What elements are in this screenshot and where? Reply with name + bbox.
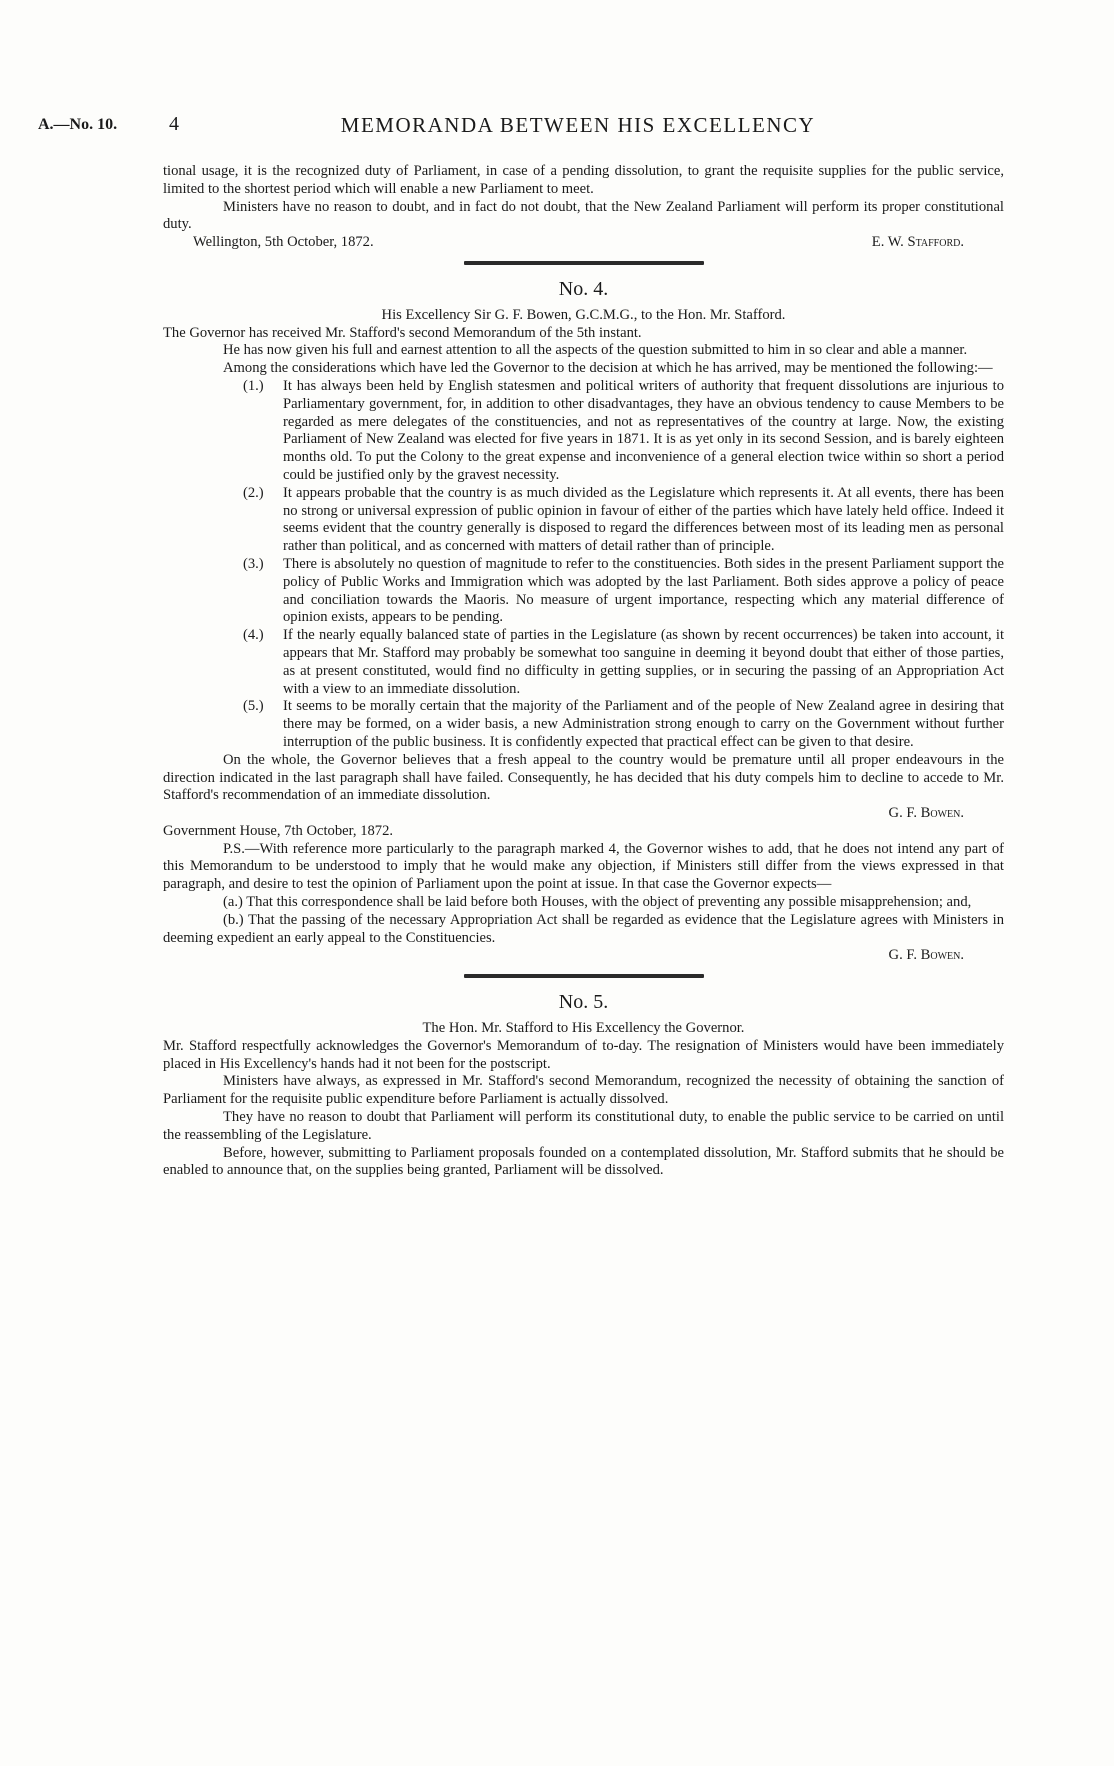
- memo-4-heading: No. 4.: [558, 277, 609, 300]
- document-body: [163, 163, 1004, 1180]
- memo-4-postscript-a: (a.) That this correspondence shall be laid before both Houses, with the object of preventing any possible misapprehension; and,: [223, 894, 972, 911]
- memo-4-signature-1: G. F. Bowen.: [888, 805, 964, 822]
- memo-5-paragraph-4: Before, however, submitting to Parliament proposals founded on a contemplated dissolution, Mr. Stafford submits that he should be enabled to announce that, on the supplies being granted, Parliament will be dissolved.: [163, 1144, 1004, 1179]
- memo-4-paragraph-1: The Governor has received Mr. Stafford's second Memorandum of the 5th instant.: [163, 324, 642, 341]
- memo-5-subheading: The Hon. Mr. Stafford to His Excellency the Governor.: [422, 1020, 745, 1037]
- list-item: [243, 627, 1004, 698]
- page-header: [38, 113, 1078, 139]
- list-item-text: It seems to be morally certain that the majority of the Parliament and of the people of New Zealand agree in desiring that there may be formed, on a wider basis, a new Administration strong enough to carry on the Government without further interruption of the public business. It is confidently expected that practical effect can be given to that desire.: [283, 698, 1004, 750]
- memo-4-paragraph-2: He has now given his full and earnest attention to all the aspects of the question submitted to him in so clear and able a manner.: [223, 342, 968, 359]
- list-item: [243, 556, 1004, 627]
- section-divider: [464, 261, 704, 265]
- list-item-label: (1.): [243, 377, 264, 394]
- list-item-text: It appears probable that the country is as much divided as the Legislature which represents it. At all events, there has been no strong or universal expression of public opinion in favour of either of the parties which have lately held office. Indeed it seems evident that the country generally is disposed to regard the differences between most of its leading men as personal rather than political, and as concerned with matters of detail rather than of principle.: [283, 484, 1004, 555]
- memo-4-subheading: His Excellency Sir G. F. Bowen, G.C.M.G., to the Hon. Mr. Stafford.: [381, 306, 786, 323]
- list-item-label: (3.): [243, 555, 264, 572]
- intro-place-date: Wellington, 5th October, 1872.: [193, 234, 374, 251]
- intro-signature: E. W. Stafford.: [871, 234, 964, 251]
- section-divider: [464, 974, 704, 978]
- list-item-text: There is absolutely no question of magnitude to refer to the constituencies. Both sides in the present Parliament support the policy of Public Works and Immigration which was adopted by the last Parliament. Both sides approve a policy of peace and conciliation towards the Maoris. No measure of urgent importance, respecting which any material difference of opinion exists, appears to be pending.: [283, 555, 1004, 626]
- memo-5-paragraph-3: They have no reason to doubt that Parliament will perform its constitutional duty, to enable the public service to be carried on until the reassembling of the Legislature.: [163, 1109, 1004, 1143]
- running-title: MEMORANDA BETWEEN HIS EXCELLENCY: [340, 113, 816, 137]
- list-item-label: (5.): [243, 698, 264, 715]
- list-item-label: (2.): [243, 484, 264, 501]
- memo-4-place-date: Government House, 7th October, 1872.: [163, 822, 394, 839]
- list-item: [243, 378, 1004, 485]
- list-item-text: It has always been held by English statesmen and political writers of authority that frequent dissolutions are injurious to Parliamentary government, for, in addition to other disadvantages, they have an obvious tendency to cause Members to be regarded as mere delegates of the constituencies, and not as representatives of the country at large. Now, the existing Parliament of New Zealand was elected for five years in 1871. It is as yet only in its second Session, and is barely eighteen months old. To put the Colony to the great expense and inconvenience of a general election twice within so short a period could be justified only by the gravest necessity.: [283, 377, 1004, 483]
- memo-4-conclusion: On the whole, the Governor believes that a fresh appeal to the country would be premature until all proper endeavours in the direction indicated in the last paragraph shall have failed. Consequently, he has decided that his duty compels him to decline to accede to Mr. Stafford's recommendation of an immediate dissolution.: [163, 751, 1004, 804]
- list-item-label: (4.): [243, 627, 264, 644]
- memo-5-heading: No. 5.: [558, 991, 609, 1014]
- memo-4-postscript: P.S.—With reference more particularly to the paragraph marked 4, the Governor wishes to add, that he does not intend any part of this Memorandum to be understood to imply that he would make any objection, if Ministers still differ from the views expressed in that paragraph, and desire to test the opinion of Parliament upon the point at issue. In that case the Governor expects—: [163, 840, 1004, 893]
- document-reference: A.—No. 10.: [38, 116, 118, 133]
- intro-signature-row: [163, 234, 1004, 252]
- intro-paragraph-1: tional usage, it is the recognized duty of Parliament, in case of a pending dissolution, to grant the requisite supplies for the public service, limited to the shortest period which will enable a new Parliament to meet.: [163, 163, 1004, 197]
- memo-4-postscript-b: (b.) That the passing of the necessary Appropriation Act shall be regarded as evidence that the Legislature agrees with Ministers in deeming expedient an early appeal to the Constituencies.: [163, 911, 1004, 946]
- memo-5-paragraph-1: Mr. Stafford respectfully acknowledges the Governor's Memorandum of to-day. The resignation of Ministers would have been immediately placed in His Excellency's hands had it not been for the postscript.: [163, 1037, 1004, 1072]
- list-item: [243, 485, 1004, 556]
- memo-5-paragraph-2: Ministers have always, as expressed in Mr. Stafford's second Memorandum, recognized the necessity of obtaining the sanction of Parliament for the requisite public expenditure before Parliament is actually dissolved.: [163, 1073, 1004, 1108]
- page-number: 4: [169, 113, 179, 135]
- list-item-text: If the nearly equally balanced state of parties in the Legislature (as shown by recent occurrences) be taken into account, it appears that Mr. Stafford may probably be somewhat too sanguine in deeming it beyond doubt that either of those parties, as at present constituted, would find no difficulty in getting supplies, or in securing the passing of an Appropriation Act with a view to an immediate dissolution.: [283, 627, 1004, 697]
- memo-4-signature-2: G. F. Bowen.: [888, 947, 964, 964]
- memo-4-paragraph-3: Among the considerations which have led the Governor to the decision at which he has arrived, may be mentioned the following:—: [223, 360, 993, 377]
- list-item: [243, 698, 1004, 751]
- intro-paragraph-2: Ministers have no reason to doubt, and in fact do not doubt, that the New Zealand Parliament will perform its proper constitutional duty.: [163, 198, 1004, 233]
